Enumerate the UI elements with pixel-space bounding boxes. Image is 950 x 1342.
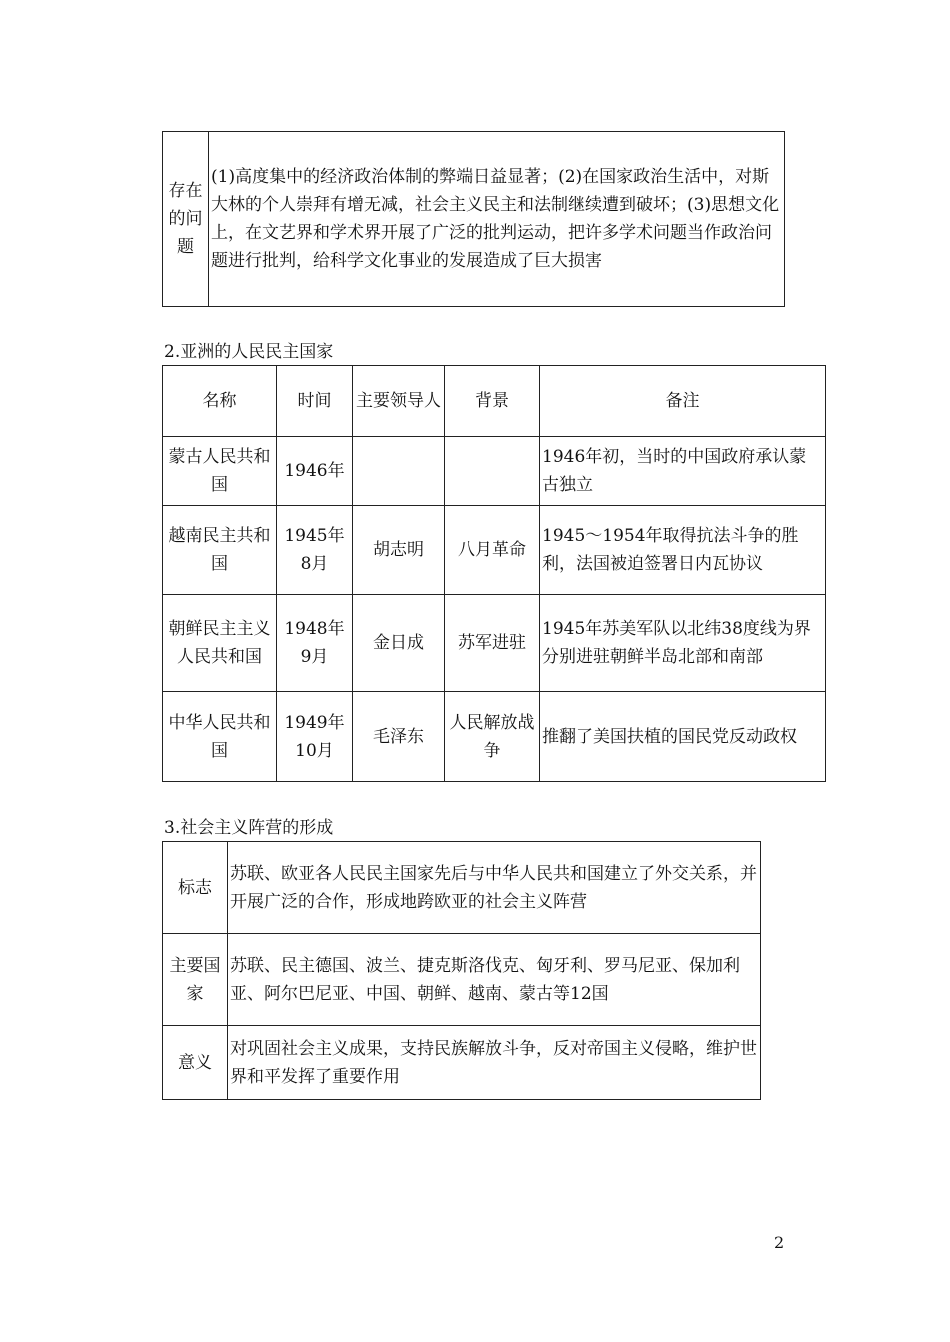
row-leader: 毛泽东 xyxy=(353,692,445,782)
socialist-camp-table xyxy=(162,841,761,1100)
table-row xyxy=(163,506,826,595)
header-note: 备注 xyxy=(540,366,826,437)
row-label: 标志 xyxy=(163,842,228,934)
row-note: 推翻了美国扶植的国民党反动政权 xyxy=(540,692,826,782)
asia-states-table xyxy=(162,365,826,782)
row-content: 对巩固社会主义成果，支持民族解放斗争，反对帝国主义侵略，维护世界和平发挥了重要作用 xyxy=(228,1026,761,1100)
row-background: 苏军进驻 xyxy=(445,595,540,692)
page-number: 2 xyxy=(774,1233,785,1252)
row-name: 中华人民共和国 xyxy=(163,692,277,782)
header-leader: 主要领导人 xyxy=(353,366,445,437)
table-row xyxy=(163,595,826,692)
row-leader: 金日成 xyxy=(353,595,445,692)
row-time: 1948年9月 xyxy=(277,595,353,692)
row-time: 1946年 xyxy=(277,437,353,506)
table-row xyxy=(163,692,826,782)
table-row xyxy=(163,842,761,934)
header-time: 时间 xyxy=(277,366,353,437)
header-name: 名称 xyxy=(163,366,277,437)
section2-heading: 2.亚洲的人民民主国家 xyxy=(164,342,334,362)
row-background xyxy=(445,437,540,506)
row-name: 蒙古人民共和国 xyxy=(163,437,277,506)
row-name: 越南民主共和国 xyxy=(163,506,277,595)
row-note: 1945年苏美军队以北纬38度线为界分别进驻朝鲜半岛北部和南部 xyxy=(540,595,826,692)
header-background: 背景 xyxy=(445,366,540,437)
problems-content: (1)高度集中的经济政治体制的弊端日益显著；(2)在国家政治生活中，对斯大林的个人崇拜有增无减，社会主义民主和法制继续遭到破坏；(3)思想文化上，在文艺界和学术界开展了广泛的批判运动，把许多学术问题当作政治问题进行批判，给科学文化事业的发展造成了巨大损害 xyxy=(209,132,785,307)
row-time: 1949年10月 xyxy=(277,692,353,782)
table-row xyxy=(163,437,826,506)
row-note: 1946年初，当时的中国政府承认蒙古独立 xyxy=(540,437,826,506)
section3-heading: 3.社会主义阵营的形成 xyxy=(164,818,334,838)
problems-table xyxy=(162,131,785,307)
row-leader xyxy=(353,437,445,506)
row-background: 八月革命 xyxy=(445,506,540,595)
row-background: 人民解放战争 xyxy=(445,692,540,782)
row-name: 朝鲜民主主义人民共和国 xyxy=(163,595,277,692)
table-header-row xyxy=(163,366,826,437)
row-note: 1945～1954年取得抗法斗争的胜利，法国被迫签署日内瓦协议 xyxy=(540,506,826,595)
row-content: 苏联、欧亚各人民民主国家先后与中华人民共和国建立了外交关系，并开展广泛的合作，形成地跨欧亚的社会主义阵营 xyxy=(228,842,761,934)
table-row xyxy=(163,934,761,1026)
row-label: 主要国家 xyxy=(163,934,228,1026)
row-content: 苏联、民主德国、波兰、捷克斯洛伐克、匈牙利、罗马尼亚、保加利亚、阿尔巴尼亚、中国、朝鲜、越南、蒙古等12国 xyxy=(228,934,761,1026)
row-leader: 胡志明 xyxy=(353,506,445,595)
row-time: 1945年8月 xyxy=(277,506,353,595)
row-label: 意义 xyxy=(163,1026,228,1100)
problems-label: 存在的问题 xyxy=(163,132,209,307)
table-row xyxy=(163,1026,761,1100)
